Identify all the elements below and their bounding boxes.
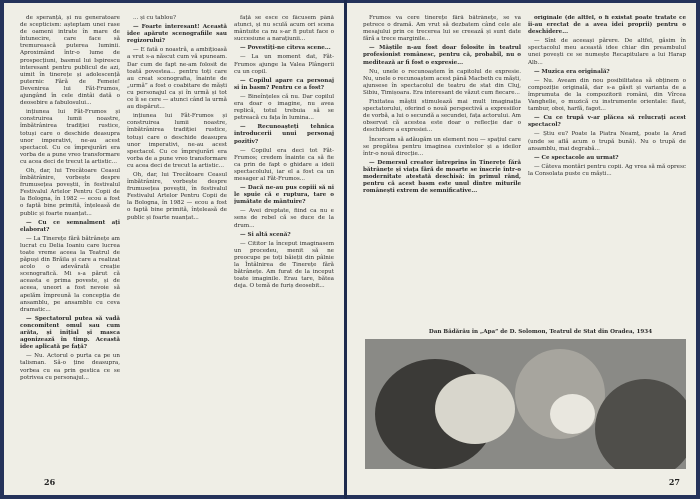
paragraph: de speranță, și nu generatoare de scepticism: așteptam unei rase de oameni intrate în mare de întunecire, care face să tremurească puterea luminii. Aproximând într-o lume de prospecțiuni, basmul lui Ispirescu interesant pentru publicul de azi, uimit în tinerețe și adolescență puternic Fără de Femeie! Devenirea lui Făt-Frumos, ajungând în cele dintâi dată o deosebire a fabulosului... xyxy=(20,15,120,107)
left-page xyxy=(4,3,345,495)
paragraph: ințiunea lui Făt-Frumos și construirea lumii noastre, îmbătrânirea tradiției rustice, totuși care o deschide deasupra unor imperativi, ne-au acest spectacol. Cu ce împrejurări era vorba de a pune vreo transformare cu acea deci de trecut la artistic... xyxy=(20,109,120,165)
photo-block xyxy=(365,329,686,474)
paragraph: Nu, unele o recunoaștem în capitolul de expresie. Nu, unele o recunoaștem acest până Macbeth cu măști, ajunsese în spectacolul de teatru de stat din Cluj, Sibiu, Timișoara. Era interesant de văzut cum fiecare... xyxy=(363,68,521,96)
question: — Dacă ne-au pus copiii să ni le spuie că e ruptura, tare o jumătate de mântuire? xyxy=(234,185,334,206)
paragraph: Frumos va cere tinerețe fără bătrânețe, se va petrece o dramă. Am vrut să dezbatem când cele ale mesajului prin ce trecerea lui se creează și sunt date fără a trece marginile... xyxy=(363,15,521,43)
stage-photo xyxy=(365,339,686,469)
photo-highlight xyxy=(550,394,595,434)
paragraph: — La Tinerețe fără bătrânețe am lucrat cu Delia Ioaniu care lucrea toate vreme aceea la Teatrul de păpuși din Brăila și care a realizat acolo o adevărată creație scenografică. Mi s-a părut că aceasta e prima poveste, și de aceea, uneori a fost nevoie să apelăm împreună la concepția de ansamblu, pe ansamblu cu ceva dramatic... xyxy=(20,235,120,313)
photo-caption: Dan Bădărău în „Apa” de D. Solomon, Teatrul de Stat din Oradea, 1934 xyxy=(428,329,653,335)
paragraph: Fixitatea măștii stimulează mai mult imaginația spectatorului, oferind o nouă perspectivă a expresiilor de vorbă, a lui o secundă a secundei, fața actorului. Am observat că acestea este doar o reflecție dar o deschidere a expresiei... xyxy=(363,99,521,134)
paragraph: Încercam să adăugăm un element nou — spațiul care se pregătea pentru imaginea cuvintelor și a ideilor într-o nouă direcție... xyxy=(363,136,521,157)
left-column-1 xyxy=(20,15,120,469)
paragraph: — La un moment dat, Făt-Frumos ajunge la Valea Plângerii cu un copil. xyxy=(234,54,334,75)
paragraph: — E fată o noastră, a ambițioasă a vrut s-a născut cum vă spuneam. Dar cum de fapt ne-am folosit de toată povestea... pentru toți care au creat scenografia, înainte de „urmă” a fost o coabitare de măști cu personajul ca și în urmă și tot ce îi se cere — atunci când la urmă au dispărut... xyxy=(127,47,227,111)
paragraph: Oh, dar, lui Trecătoare Ceasul îmbătrânire, vorbește despre frumusețea poveștii, în festivalul Festivalul Artelor Pentru Copii de la Bologna, în 1982 — ecou a fost o faptă bine primită, înțeleasă de public și foarte nuanțat... xyxy=(127,171,227,221)
question: — Si altă scenă? xyxy=(240,231,291,238)
question: — Ce spectacole au urmat? xyxy=(534,154,619,161)
question: — Povestiți-ne citeva scene... xyxy=(240,45,331,52)
paragraph: Oh, dar, lui Trecătoare Ceasul îmbătrânire, vorbește despre frumusețea poveștii, în festivalul Festivalul Artelor Pentru Copii de la Bologna, în 1982 — ecou a fost o faptă bine primită, înțeleasă de public și foarte nuanțat... xyxy=(20,167,120,217)
left-column-2 xyxy=(127,15,227,469)
paragraph: — Nu. Aveam din nou posibilitatea să obținem o compoziție originală, dar s-a găsit și varianta de a împrumuta de la compozitorii români, din Vîrcea Vanghelie, o muzică cu instrumente orientale: flaut, tambur, oboi, harfă, fagot... xyxy=(528,77,686,113)
paragraph: originale (de altfel, o fi existat poate tratate ce îi-au erectat de a avea idei proprii) pentru o deschidere... xyxy=(528,15,686,36)
paragraph: — Știu eu? Poate la Piatra Neamț, poate la Arad (unde se află acum o trupă bună). Nu o trupă de ansamblu, mai degrabă... xyxy=(528,131,686,152)
right-column-2 xyxy=(528,15,686,327)
paragraph: — Bineînțeles că nu. Dar copilul era doar o imagine, nu avea replică, totul trebuia să se petreacă cu fața în lumina... xyxy=(234,93,334,122)
paragraph: — Sînt de aceeași părere. De altfel, găsim în spectacolul meu această idee chiar din preambulul unei povești ce se numește Recapitulare a lui Harap Alb... xyxy=(528,38,686,66)
right-columns xyxy=(363,15,686,327)
question: — Cu ce trupă v-ar plăcea să relucrați acest spectacol? xyxy=(528,115,686,129)
right-column-1 xyxy=(363,15,521,327)
question: — Muzica era originală? xyxy=(534,68,610,75)
question: — Copilul apare ca personaj si in basm? Pentru ce a fost? xyxy=(234,77,334,91)
paragraph: — Cititor la început imaginasem un procedeu, menit să ne preocupe pe toți băieții din pâlnie la Întâlnirea de Tinerețe fără bătrânețe. Am furat de la inceput toate imaginile. Erau tare, bătea deja. O temă de furiș deosebit... xyxy=(234,240,334,290)
page-number-left: 26 xyxy=(44,477,56,487)
paragraph: — Nu. Actorul o purta ca pe un talisman. Să-o ține deasupra, vorbea cu ea prin gestica ce se potrivea cu personajul... xyxy=(20,353,120,381)
paragraph: — Copilul era deci tot Făt-Frumos; credem înainte ca să fie ca prin de fapt o ghidare a ideii spectacolului, iar el a fost ca un mesager al Făt-Frumos... xyxy=(234,147,334,182)
question: — Recunoașteți tehnica introducerii unui personaj pozitiv? xyxy=(234,124,334,145)
paragraph: — Avei dreptate, fiind ca nu e sens de rebel că se duce de la drum... xyxy=(234,208,334,229)
question: — Foarte interesant! Această idee apărute scenografiile sau regizorului? xyxy=(127,24,227,45)
left-columns xyxy=(20,15,334,469)
paragraph: față se esce ce fâcusem până atunci, și nu sculă acum ori scena mântuite ca nu s-ar fi putut face o succesiune a narațiunii... xyxy=(234,15,334,43)
photo-figure xyxy=(435,374,515,444)
page-number-right: 27 xyxy=(668,477,680,487)
left-column-3 xyxy=(234,15,334,469)
question: — Spectatorul putea să vadă concomitent omul sau cum arăta, și inițial și masca agonizează în timp. Această idee aplicată pe față? xyxy=(20,315,120,351)
photo-shadow xyxy=(595,379,686,469)
question: — Măștile n-au fost doar folosite în teatrul profesionist românesc, pentru că, probabil, nu o meditează ar fi fost o expresie... xyxy=(363,45,521,66)
question: — Cu ce semnalment ați elaborat? xyxy=(20,219,120,233)
paragraph: ... și cu tablou? xyxy=(133,15,176,21)
paragraph: — Câteva montări pentru copii. Ag vrea să mă opresc la Consolata puste cu măști... xyxy=(528,163,686,177)
question: — Demersul creator întreprins în Tinerețe fără bătrânețe și viața fără de moarte se înscrie într-o modernitate atestată deschisă: în primul rând, pentru că acest basm este unul dintre miturile românești extrem de semnificative... xyxy=(363,159,521,195)
right-page xyxy=(347,3,696,495)
paragraph: ințiunea lui Făt-Frumos și construirea lumii noastre, îmbătrânirea tradiției rustice, totuși care o deschide deasupra unor imperativi, ne-au acest spectacol. Cu ce împrejurări era vorba de a pune vreo transformare cu acea deci de trecut la artistic... xyxy=(127,113,227,169)
